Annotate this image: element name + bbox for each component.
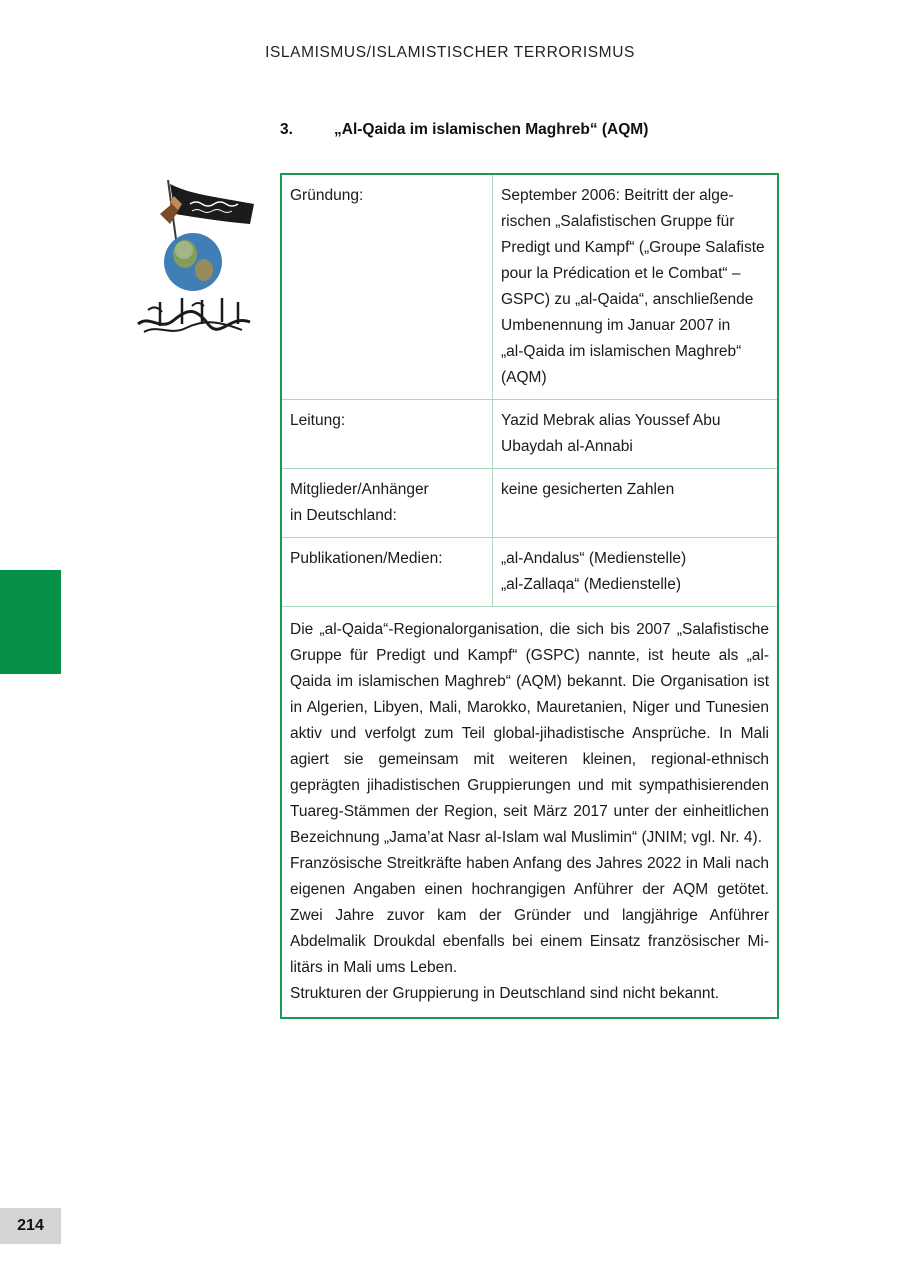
value-line: Predigt und Kampf“ („Groupe Salafiste [501, 239, 765, 256]
value-line: pour la Prédication et le Combat“ – [501, 265, 741, 282]
value-line: Ubaydah al-Annabi [501, 438, 633, 455]
table-row-publikationen [281, 538, 778, 607]
description-paragraph: Strukturen der Gruppierung in Deutschland sind nicht bekannt. [290, 985, 720, 1002]
section-title: „Al-Qaida im islamischen Maghreb“ (AQM) [334, 121, 649, 138]
description-paragraph: Französische Streitkräfte haben Anfang des Jahres 2022 in Mali nach eigenen Angaben einen hochrangigen Anführer der AQM getötet. Zwei Jahre zuvor kam der Gründer und langjährige Anführer Abdelmalik Droukdal ebenfalls bei einem Einsatz französischer Militärs in Mali ums Leben. [290, 855, 769, 976]
table-row-gruendung [281, 174, 778, 400]
page-number: 214 [0, 1208, 61, 1244]
label-line: in Deutschland: [290, 507, 397, 524]
value-line: „al-Zallaqa“ (Medienstelle) [501, 576, 682, 593]
row-label-gruendung: Gründung: [281, 174, 493, 400]
value-line: (AQM) [501, 369, 547, 386]
value-line: September 2006: Beitritt der alge- [501, 187, 734, 204]
row-label-leitung: Leitung: [281, 400, 493, 469]
row-label-publikationen: Publikationen/Medien: [281, 538, 493, 607]
row-value-leitung [493, 400, 779, 469]
value-line: „al-Qaida im islamischen Maghreb“ [501, 343, 742, 360]
aqm-logo-icon [130, 174, 260, 344]
chapter-side-tab [0, 570, 61, 674]
section-heading [280, 121, 648, 139]
label-line: Mitglieder/Anhänger [290, 481, 429, 498]
value-line: keine gesicherten Zahlen [501, 481, 675, 498]
row-value-gruendung [493, 174, 779, 400]
value-line: Yazid Mebrak alias Youssef Abu [501, 412, 721, 429]
value-line: Umbenennung im Januar 2007 in [501, 317, 731, 334]
description-paragraph: Die „al-Qaida“-Regionalorganisation, die sich bis 2007 „Salafistische Gruppe für Predigt und Kampf“ (GSPC) nannte, ist heute als „al-Qaida im islamischen Maghreb“ (AQM) bekannt. Die Organisation ist in Algerien, Libyen, Mali, Marokko, Mauretanien, Niger und Tunesien aktiv und verfolgt zum Teil global-jihadistische Ansprüche. In Mali agiert sie gemeinsam mit weiteren kleinen, regional-ethnisch geprägten jihadistischen Gruppierungen und mit sympathisierenden Tuareg-Stämmen der Region, seit März 2017 unter der einheitlichen Bezeichnung „Jama’at Nasr al-Islam wal Muslimin“ (JNIM; vgl. Nr. 4). [290, 621, 769, 846]
table-row-leitung [281, 400, 778, 469]
table-row-mitglieder [281, 469, 778, 538]
row-label-mitglieder [281, 469, 493, 538]
description-cell [281, 607, 778, 1019]
value-line: GSPC) zu „al-Qaida“, anschließende [501, 291, 754, 308]
value-line: rischen „Salafistischen Gruppe für [501, 213, 735, 230]
aqm-logo [130, 174, 260, 344]
running-header: ISLAMISMUS/ISLAMISTISCHER TERRORISMUS [265, 44, 635, 61]
table-row-description [281, 607, 778, 1019]
section-number: 3. [280, 121, 293, 138]
info-table [280, 173, 779, 1019]
row-value-mitglieder [493, 469, 779, 538]
value-line: „al-Andalus“ (Medienstelle) [501, 550, 687, 567]
row-value-publikationen [493, 538, 779, 607]
